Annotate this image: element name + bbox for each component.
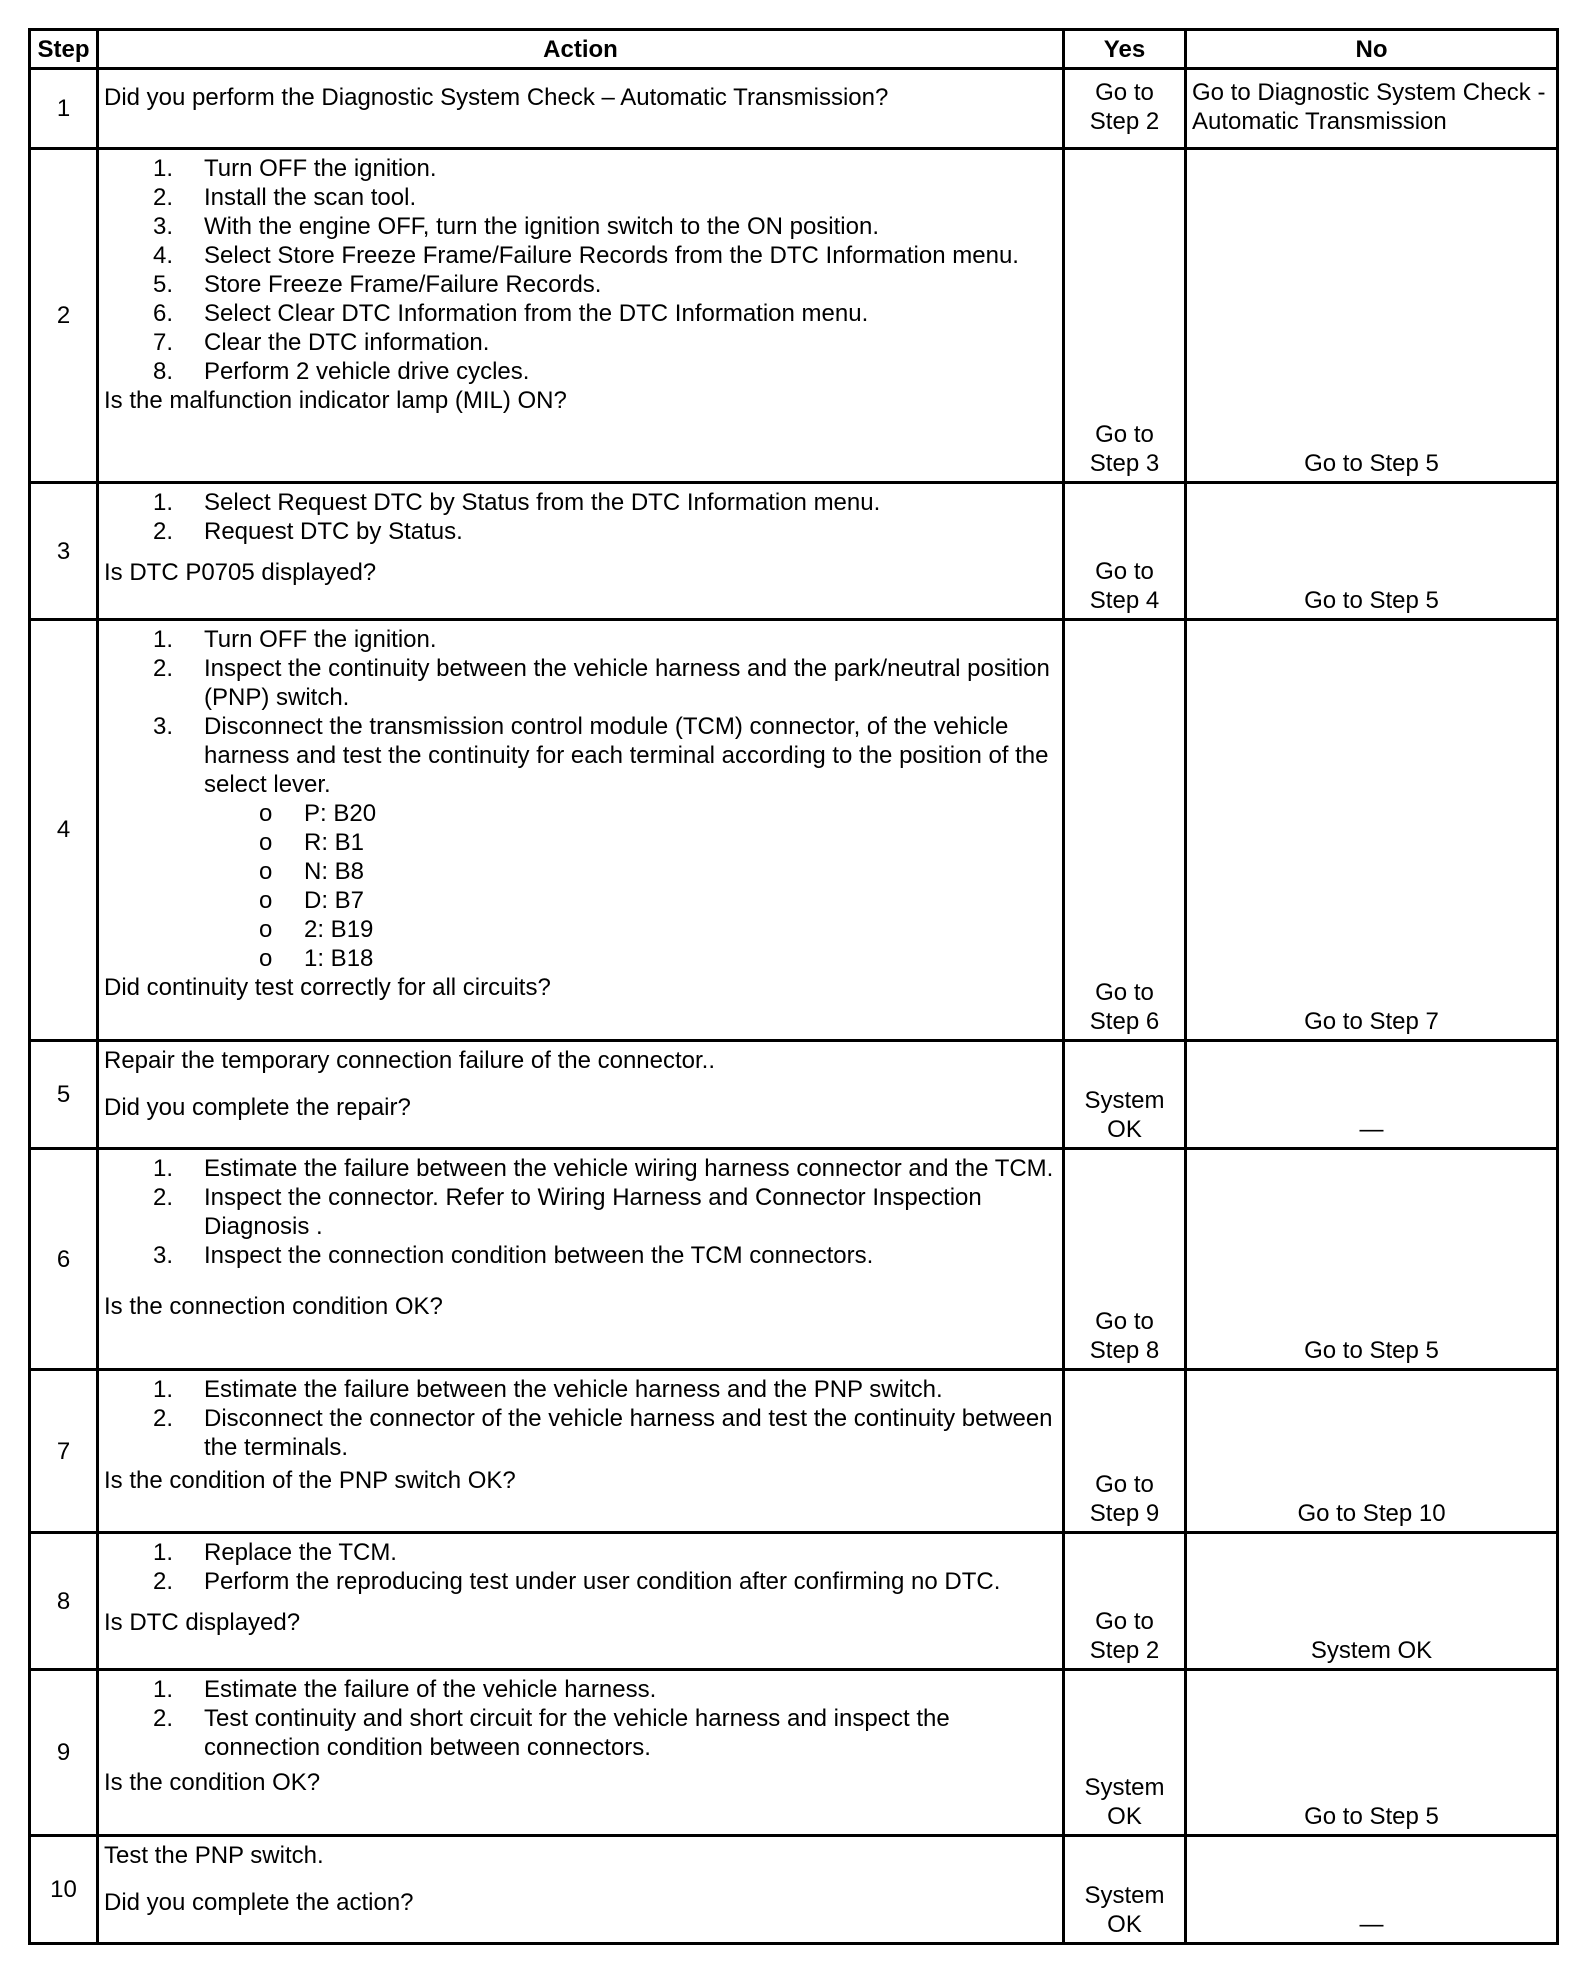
- list-item: [104, 828, 1054, 857]
- list-item-text: Disconnect the connector of the vehicle harness and test the continuity between the terminals.: [204, 1405, 1053, 1462]
- list-item-text: Turn OFF the ignition.: [204, 626, 437, 654]
- list-item: [104, 1567, 1054, 1596]
- header-no: No: [1186, 30, 1558, 69]
- list-item: [104, 1538, 1054, 1567]
- bullet: o: [259, 858, 273, 886]
- step-number: 4: [30, 620, 98, 1041]
- question-text: Is the condition OK?: [104, 1769, 321, 1797]
- step-number: 7: [30, 1370, 98, 1533]
- list-item: [104, 270, 1054, 299]
- table-row: [30, 148, 1558, 483]
- list-item-number: 6.: [153, 299, 174, 327]
- action-cell: [98, 148, 1064, 483]
- bullet: o: [259, 829, 273, 857]
- step-number: 5: [30, 1040, 98, 1148]
- no-result: Go to Step 10: [1186, 1370, 1558, 1533]
- list-item: [104, 154, 1054, 183]
- action-cell: [98, 1533, 1064, 1670]
- list-item: [104, 886, 1054, 915]
- list-item-number: 3.: [153, 1241, 174, 1269]
- step-number: 3: [30, 483, 98, 620]
- list-item-number: 1.: [153, 1539, 174, 1567]
- list-item: [104, 712, 1054, 799]
- step-number: 6: [30, 1148, 98, 1369]
- action-steps-list: [104, 1538, 1054, 1596]
- list-item: [104, 357, 1054, 386]
- action-steps-list: [104, 488, 1054, 546]
- list-item: [104, 299, 1054, 328]
- list-item: [104, 654, 1054, 712]
- step-number: 2: [30, 148, 98, 483]
- table-row: [30, 620, 1558, 1041]
- question-text: Is the malfunction indicator lamp (MIL) ON?: [104, 386, 567, 414]
- action-text: Did you perform the Diagnostic System Check – Automatic Transmission?: [104, 83, 889, 111]
- list-item-number: 1.: [153, 1154, 174, 1182]
- list-item-number: 3.: [153, 212, 174, 240]
- action-steps-list: [104, 1675, 1054, 1762]
- yes-result: Go to Step 2: [1064, 69, 1186, 149]
- list-item-text: R: B1: [304, 829, 365, 857]
- list-item-number: 1.: [153, 1676, 174, 1704]
- list-item: [104, 625, 1054, 654]
- list-item-text: Test continuity and short circuit for the vehicle harness and inspect the connection condition between connectors.: [204, 1705, 950, 1762]
- question-text: Is the connection condition OK?: [104, 1292, 443, 1320]
- bullet: o: [259, 916, 273, 944]
- list-item: [104, 799, 1054, 828]
- yes-result: System OK: [1064, 1835, 1186, 1943]
- list-item-text: Store Freeze Frame/Failure Records.: [204, 270, 602, 298]
- list-item: [104, 1375, 1054, 1404]
- step-number: 8: [30, 1533, 98, 1670]
- list-item-text: P: B20: [304, 800, 377, 828]
- no-result: Go to Step 7: [1186, 620, 1558, 1041]
- list-item-number: 8.: [153, 357, 174, 385]
- action-steps-list: [104, 1375, 1054, 1462]
- list-item-text: N: B8: [304, 858, 365, 886]
- list-item-number: 2.: [153, 1183, 174, 1211]
- list-item-number: 2.: [153, 518, 174, 546]
- step-number: 10: [30, 1835, 98, 1943]
- list-item: [104, 328, 1054, 357]
- list-item-number: 2.: [153, 655, 174, 683]
- no-result: Go to Diagnostic System Check - Automatic Transmission: [1186, 69, 1558, 149]
- list-item-text: Select Store Freeze Frame/Failure Records from the DTC Information menu.: [204, 241, 1019, 269]
- step-number: 1: [30, 69, 98, 149]
- yes-result: Go to Step 8: [1064, 1148, 1186, 1369]
- bullet: o: [259, 800, 273, 828]
- no-result: Go to Step 5: [1186, 1670, 1558, 1835]
- list-item-text: Inspect the continuity between the vehicle harness and the park/neutral position (PNP) switch.: [204, 655, 1050, 712]
- list-item-number: 1.: [153, 626, 174, 654]
- bullet: o: [259, 887, 273, 915]
- action-steps-list: [104, 154, 1054, 386]
- list-item-number: 1.: [153, 1376, 174, 1404]
- no-result: —: [1186, 1835, 1558, 1943]
- no-result: Go to Step 5: [1186, 148, 1558, 483]
- list-item: [104, 1154, 1054, 1183]
- list-item: [104, 183, 1054, 212]
- action-steps-list: [104, 625, 1054, 799]
- list-item-text: Perform 2 vehicle drive cycles.: [204, 357, 530, 385]
- yes-result: System OK: [1064, 1040, 1186, 1148]
- list-item: [104, 1241, 1054, 1270]
- action-cell: [98, 620, 1064, 1041]
- table-row: [30, 1533, 1558, 1670]
- yes-result: Go to Step 6: [1064, 620, 1186, 1041]
- yes-result: Go to Step 9: [1064, 1370, 1186, 1533]
- table-row: [30, 1835, 1558, 1943]
- list-item-text: Clear the DTC information.: [204, 328, 490, 356]
- no-result: —: [1186, 1040, 1558, 1148]
- no-result: Go to Step 5: [1186, 1148, 1558, 1369]
- yes-result: Go to Step 3: [1064, 148, 1186, 483]
- question-text: Is the condition of the PNP switch OK?: [104, 1467, 516, 1495]
- list-item: [104, 517, 1054, 546]
- list-item-text: Inspect the connector. Refer to Wiring Harness and Connector Inspection Diagnosis .: [204, 1183, 982, 1240]
- list-item-number: 1.: [153, 489, 174, 517]
- list-item: [104, 1183, 1054, 1241]
- question-text: Did continuity test correctly for all circuits?: [104, 974, 551, 1002]
- list-item-text: 2: B19: [304, 916, 374, 944]
- list-item-text: Select Request DTC by Status from the DTC Information menu.: [204, 489, 881, 517]
- action-cell: [98, 69, 1064, 149]
- list-item-text: Disconnect the transmission control module (TCM) connector, of the vehicle harness and test the continuity for each terminal according to the position of the select lever.: [204, 713, 1049, 799]
- question-text: Is DTC displayed?: [104, 1609, 301, 1637]
- table-row: [30, 1670, 1558, 1835]
- action-steps-list: [104, 1154, 1054, 1270]
- no-result: Go to Step 5: [1186, 483, 1558, 620]
- action-cell: [98, 1370, 1064, 1533]
- action-cell: [98, 483, 1064, 620]
- list-item-text: Estimate the failure of the vehicle harness.: [204, 1676, 657, 1704]
- list-item: [104, 212, 1054, 241]
- action-cell: [98, 1040, 1064, 1148]
- yes-result: Go to Step 2: [1064, 1533, 1186, 1670]
- list-item-text: Inspect the connection condition between the TCM connectors.: [204, 1241, 874, 1269]
- question-text: Is DTC P0705 displayed?: [104, 559, 377, 587]
- list-item: [104, 1675, 1054, 1704]
- diagnostic-table: [28, 28, 1559, 1945]
- list-item-number: 2.: [153, 1568, 174, 1596]
- list-item-text: D: B7: [304, 887, 365, 915]
- table-row: [30, 69, 1558, 149]
- list-item-text: Install the scan tool.: [204, 183, 417, 211]
- list-item-text: 1: B18: [304, 945, 374, 973]
- step-number: 9: [30, 1670, 98, 1835]
- list-item-text: Estimate the failure between the vehicle wiring harness connector and the TCM.: [204, 1154, 1054, 1182]
- list-item-number: 5.: [153, 270, 174, 298]
- header-yes: Yes: [1064, 30, 1186, 69]
- list-item-text: Perform the reproducing test under user condition after confirming no DTC.: [204, 1568, 1001, 1596]
- yes-result: Go to Step 4: [1064, 483, 1186, 620]
- list-item: [104, 1404, 1054, 1462]
- bullet: o: [259, 945, 273, 973]
- action-text: Repair the temporary connection failure of the connector..: [104, 1046, 716, 1074]
- list-item: [104, 944, 1054, 973]
- list-item-text: Request DTC by Status.: [204, 518, 463, 546]
- list-item-text: Select Clear DTC Information from the DTC Information menu.: [204, 299, 869, 327]
- list-item-number: 7.: [153, 328, 174, 356]
- list-item-number: 4.: [153, 241, 174, 269]
- action-cell: [98, 1670, 1064, 1835]
- list-item-text: Estimate the failure between the vehicle harness and the PNP switch.: [204, 1376, 943, 1404]
- header-action: Action: [98, 30, 1064, 69]
- action-cell: [98, 1148, 1064, 1369]
- table-row: [30, 1148, 1558, 1369]
- list-item: [104, 857, 1054, 886]
- list-item-text: Replace the TCM.: [204, 1539, 397, 1567]
- list-item-number: 2.: [153, 183, 174, 211]
- action-text: Test the PNP switch.: [104, 1841, 324, 1869]
- yes-result: System OK: [1064, 1670, 1186, 1835]
- list-item-text: With the engine OFF, turn the ignition switch to the ON position.: [204, 212, 879, 240]
- question-text: Did you complete the repair?: [104, 1093, 411, 1121]
- header-step: Step: [30, 30, 98, 69]
- list-item-number: 2.: [153, 1405, 174, 1433]
- list-item-number: 2.: [153, 1705, 174, 1733]
- list-item: [104, 488, 1054, 517]
- list-item-text: Turn OFF the ignition.: [204, 154, 437, 182]
- list-item-number: 3.: [153, 713, 174, 741]
- table-row: [30, 1370, 1558, 1533]
- terminal-list: [104, 799, 1054, 973]
- table-row: [30, 483, 1558, 620]
- list-item-number: 1.: [153, 154, 174, 182]
- question-text: Did you complete the action?: [104, 1888, 414, 1916]
- no-result: System OK: [1186, 1533, 1558, 1670]
- action-cell: [98, 1835, 1064, 1943]
- table-row: [30, 1040, 1558, 1148]
- list-item: [104, 241, 1054, 270]
- header-row: [30, 30, 1558, 69]
- list-item: [104, 1704, 1054, 1762]
- list-item: [104, 915, 1054, 944]
